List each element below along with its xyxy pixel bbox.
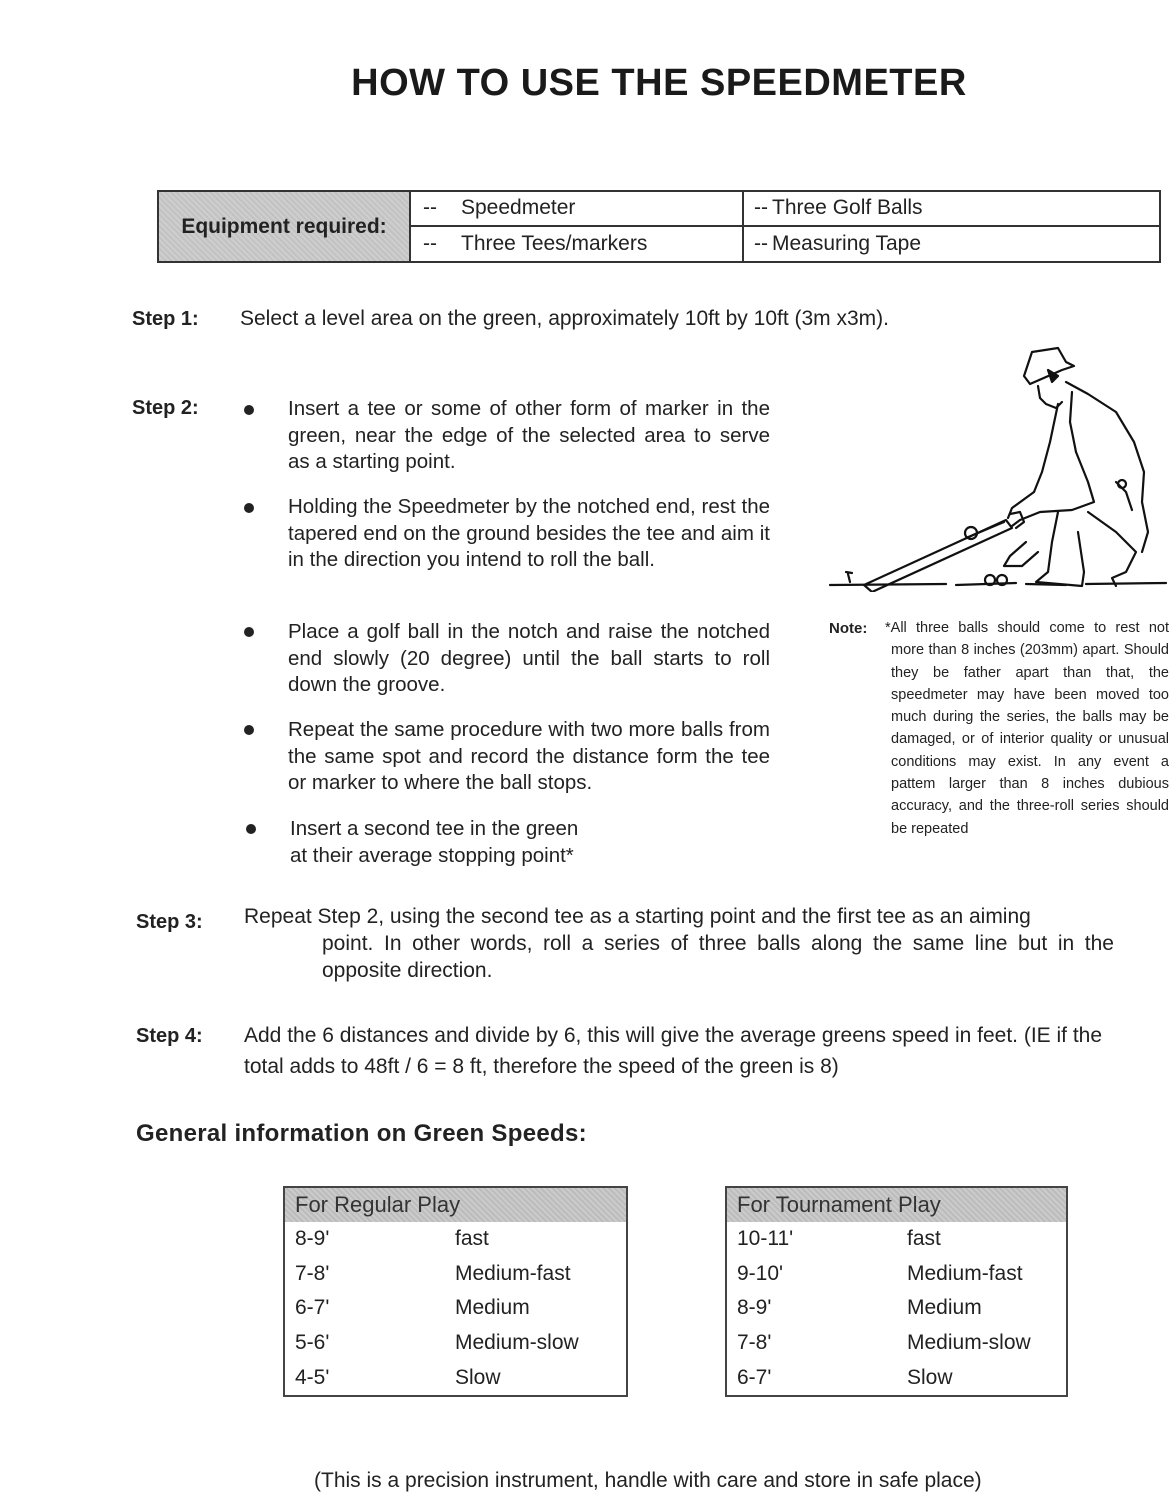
- table-row: 9-10' Medium-fast: [737, 1261, 1023, 1285]
- table-row: 10-11' fast: [737, 1227, 941, 1251]
- regular-play-table: [283, 1186, 628, 1397]
- note-label: Note:: [829, 620, 868, 637]
- table-row: 4-5' Slow: [295, 1365, 501, 1389]
- step-2-bullet: Insert a tee or some of other form of marker in the green, near the edge of the selected area to serve as a starting point.: [288, 397, 770, 473]
- bullet-icon: [244, 627, 254, 637]
- step-3-text-rest: point. In other words, roll a series of three balls along the same line but in the opposite direction.: [322, 932, 1114, 982]
- table-row: 6-7' Slow: [737, 1365, 953, 1389]
- step-1-label: Step 1:: [132, 308, 199, 330]
- table-row: 6-7' Medium: [295, 1296, 530, 1320]
- bullet-icon: [244, 405, 254, 415]
- page-title: HOW TO USE THE SPEEDMETER: [351, 62, 967, 104]
- equipment-table: [157, 190, 1161, 263]
- step-2-bullet: Insert a second tee in the green at their average stopping point*: [290, 817, 579, 867]
- step-2-bullet: Place a golf ball in the notch and raise the notched end slowly (20 degree) until the ball starts to roll down the groove.: [288, 620, 770, 696]
- table-row: 8-9' Medium: [737, 1296, 982, 1320]
- equipment-label: Equipment required:: [159, 192, 411, 261]
- note-text: *All three balls should come to rest not more than 8 inches (203mm) apart. Should they be father apart than that, the speedmeter may have been moved too much during the series, the balls may be damaged, or of interior quality or unusual conditions may exist. In any event a pattem larger than 8 inches dubious accuracy, and the three-roll series should be repeated: [885, 620, 1169, 837]
- equipment-item: -- Measuring Tape: [754, 231, 922, 255]
- tournament-play-table: [725, 1186, 1068, 1397]
- table-row: 7-8' Medium-fast: [295, 1261, 571, 1285]
- step-2-bullet: Repeat the same procedure with two more balls from the same spot and record the distance form the tee or marker to where the ball stops.: [288, 718, 770, 794]
- table-row: 8-9' fast: [295, 1227, 489, 1251]
- footer-note: (This is a precision instrument, handle with care and store in safe place): [314, 1469, 982, 1492]
- equipment-item: -- Speedmeter: [411, 192, 744, 227]
- bullet-icon: [246, 824, 256, 834]
- equipment-item: -- Three Tees/markers: [411, 227, 744, 262]
- step-3-text-line1: Repeat Step 2, using the second tee as a starting point and the first tee as an aiming: [244, 905, 1031, 928]
- bullet-icon: [244, 725, 254, 735]
- table-row: 7-8' Medium-slow: [737, 1331, 1031, 1355]
- step-2-label: Step 2:: [132, 397, 199, 419]
- equipment-item: -- Three Golf Balls: [744, 192, 1159, 227]
- tournament-play-title: For Tournament Play: [727, 1188, 1066, 1222]
- table-row: 5-6' Medium-slow: [295, 1331, 579, 1355]
- bullet-icon: [244, 503, 254, 513]
- step-4-label: Step 4:: [136, 1025, 203, 1047]
- step-4-text: Add the 6 distances and divide by 6, this will give the average greens speed in feet. (IE if the total adds to 48ft / 6 = 8 ft, therefore the speed of the green is 8): [244, 1024, 1103, 1078]
- green-speeds-heading: General information on Green Speeds:: [136, 1120, 587, 1147]
- step-1-text: Select a level area on the green, approximately 10ft by 10ft (3m x3m).: [240, 307, 890, 330]
- step-2-bullet: Holding the Speedmeter by the notched end, rest the tapered end on the ground besides the tee and aim it in the direction you intend to roll the ball.: [288, 495, 770, 571]
- man-kneeling-with-speedmeter-illustration: [826, 342, 1171, 592]
- regular-play-title: For Regular Play: [285, 1188, 626, 1222]
- step-3-label: Step 3:: [136, 911, 203, 933]
